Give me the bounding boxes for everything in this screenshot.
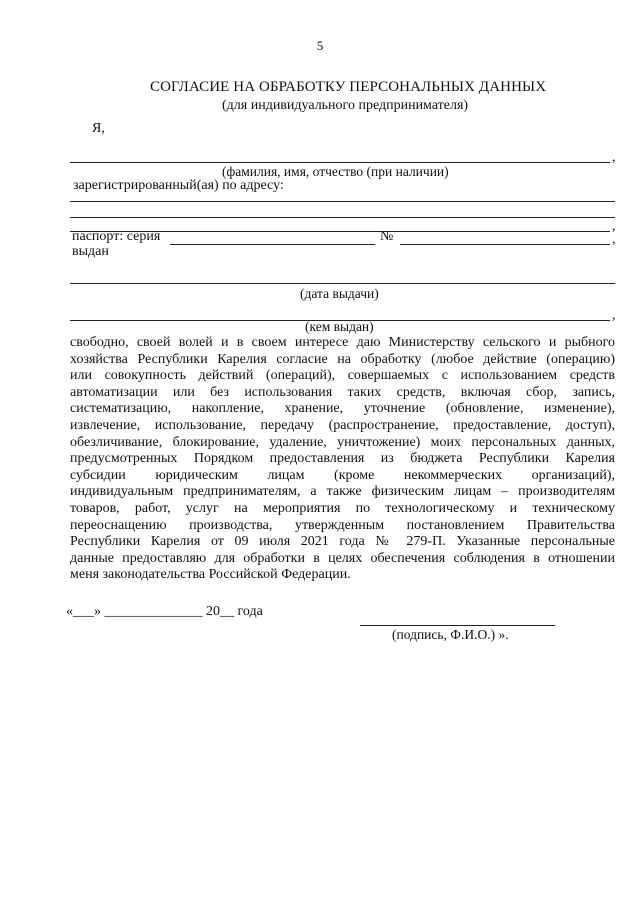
address-field-line-1[interactable] xyxy=(70,201,615,202)
issued-by-comma: , xyxy=(612,308,616,323)
body-line: предусмотренных Порядком предоставления из бюджета Республики Карелия xyxy=(70,451,615,467)
body-line: систематизацию, накопление, хранение, уточнение (обновление, изменение), xyxy=(70,401,615,417)
issued-by-caption: (кем выдан) xyxy=(305,319,374,334)
fio-caption: (фамилия, имя, отчество (при наличии) xyxy=(222,164,449,179)
signature-field-line[interactable] xyxy=(360,625,555,626)
body-line: извлечение, использование, передачу (распространение, предоставление, доступ), xyxy=(70,417,615,433)
body-line: индивидуальным предпринимателям, а также физическим лицам – производителям xyxy=(70,484,615,500)
passport-series-field[interactable] xyxy=(170,244,375,245)
body-line: свободно, своей волей и в своем интересе даю Министерству сельского и рыбного xyxy=(70,335,615,350)
body-line: обезличивание, блокирование, удаление, уничтожение) моих персональных данных, xyxy=(70,434,615,450)
address-comma: , xyxy=(612,219,616,234)
document-subtitle: (для индивидуального предпринимателя) xyxy=(222,98,469,113)
passport-series-label: паспорт: серия xyxy=(72,229,161,244)
consent-body-text xyxy=(70,335,615,584)
body-line: субсидии юридическим лицам (кроме некоммерческих организаций), xyxy=(70,467,615,483)
address-field-line-2[interactable] xyxy=(70,217,615,218)
passport-number-label: № xyxy=(380,229,394,244)
fio-field-line[interactable] xyxy=(70,162,610,163)
body-line: товаров, работ, услуг на мероприятия по технологическому и техническому xyxy=(70,500,615,516)
fio-comma: , xyxy=(612,150,616,165)
issue-date-caption: (дата выдачи) xyxy=(300,286,379,301)
body-line: автоматизации или без использования таких средств, включая сбор, запись, xyxy=(70,384,615,400)
passport-comma: , xyxy=(612,232,616,247)
document-title: СОГЛАСИЕ НА ОБРАБОТКУ ПЕРСОНАЛЬНЫХ ДАННЫХ xyxy=(150,79,547,95)
body-line: меня законодательства Российской Федерации. xyxy=(70,567,351,583)
passport-number-field[interactable] xyxy=(400,244,610,245)
date-line[interactable]: «___» ______________ 20__ года xyxy=(66,604,263,619)
body-line: или совокупность действий (операций), совершаемых с использованием средств xyxy=(70,368,615,384)
ya-label: Я, xyxy=(92,121,105,136)
signature-caption: (подпись, Ф.И.О.) ». xyxy=(392,627,509,642)
registered-label: зарегистрированный(ая) по адресу: xyxy=(73,178,284,193)
body-line: хозяйства Республики Карелия согласие на обработку (любое действие (операцию) xyxy=(70,351,615,367)
body-line: Республики Карелия от 09 июля 2021 года № 279-П. Указанные персональные xyxy=(70,534,615,550)
body-line: данные предоставляю для обработки в целях обеспечения соблюдения в отношении xyxy=(70,550,615,566)
issued-label: выдан xyxy=(72,244,109,259)
issue-date-field-line[interactable] xyxy=(70,283,615,284)
body-line: переоснащению производства, утвержденным постановлением Правительства xyxy=(70,517,615,533)
page-number: 5 xyxy=(316,38,324,53)
